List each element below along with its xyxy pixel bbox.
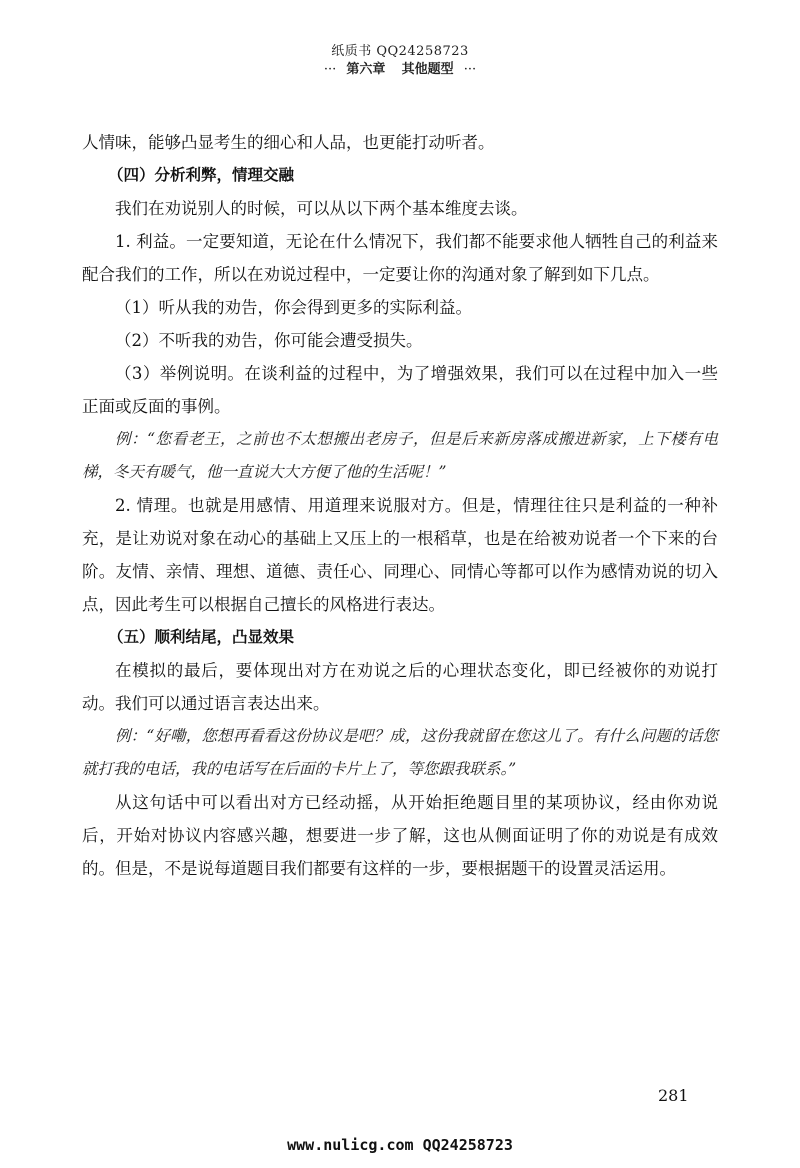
list-item: （3）举例说明。在谈利益的过程中，为了增强效果，我们可以在过程中加入一些正面或反面的事例。 [82, 364, 718, 416]
footer-watermark: www.nulicg.com QQ24258723 [287, 1136, 513, 1154]
header-dots-left: ··· [323, 62, 337, 77]
header-dots-right: ··· [463, 62, 477, 77]
list-item: （1）听从我的劝告，你会得到更多的实际利益。 [115, 298, 472, 317]
running-header [0, 58, 800, 77]
section-heading-5: （五）顺利结尾，凸显效果 [108, 628, 295, 646]
paragraph-interest: 1. 利益。一定要知道，无论在什么情况下，我们都不能要求他人牺牲自己的利益来配合我们的工作，所以在劝说过程中，一定要让你的沟通对象了解到如下几点。 [82, 232, 718, 284]
list-item: （2）不听我的劝告，你可能会遭受损失。 [115, 331, 423, 350]
page-number: 281 [658, 1086, 689, 1105]
chapter-label: 第六章 [346, 62, 386, 77]
chapter-title: 其他题型 [401, 62, 454, 77]
page-body [82, 126, 718, 885]
example-quote: 例：“好嘞，您想再看看这份协议是吧？成，这份我就留在您这儿了。有什么问题的话您就打我的电话，我的电话写在后面的卡片上了，等您跟我联系。” [82, 727, 718, 778]
example-quote: 例：“您看老王，之前也不太想搬出老房子，但是后来新房落成搬进新家，上下楼有电梯，冬天有暖气，他一直说大大方便了他的生活呢！” [82, 430, 718, 481]
paragraph: 我们在劝说别人的时候，可以从以下两个基本维度去谈。 [115, 199, 528, 218]
section-heading-4: （四）分析利弊，情理交融 [108, 166, 295, 184]
paragraph: 从这句话中可以看出对方已经动摇，从开始拒绝题目里的某项协议，经由你劝说后，开始对协议内容感兴趣，想要进一步了解，这也从侧面证明了你的劝说是有成效的。但是，不是说每道题目我们都要有这样的一步，要根据题干的设置灵活运用。 [82, 793, 718, 878]
paragraph-continuation: 人情味，能够凸显考生的细心和人品，也更能打动听者。 [82, 133, 495, 152]
paragraph: 在模拟的最后，要体现出对方在劝说之后的心理状态变化，即已经被你的劝说打动。我们可以通过语言表达出来。 [82, 661, 718, 713]
paragraph-reason: 2. 情理。也就是用感情、用道理来说服对方。但是，情理往往只是利益的一种补充，是让劝说对象在动心的基础上又压上的一根稻草，也是在给被劝说者一个下来的台阶。友情、亲情、理想、道德、责任心、同理心、同情心等都可以作为感情劝说的切入点，因此考生可以根据自己擅长的风格进行表达。 [82, 496, 718, 614]
header-watermark: 纸质书 QQ24258723 [331, 44, 469, 59]
